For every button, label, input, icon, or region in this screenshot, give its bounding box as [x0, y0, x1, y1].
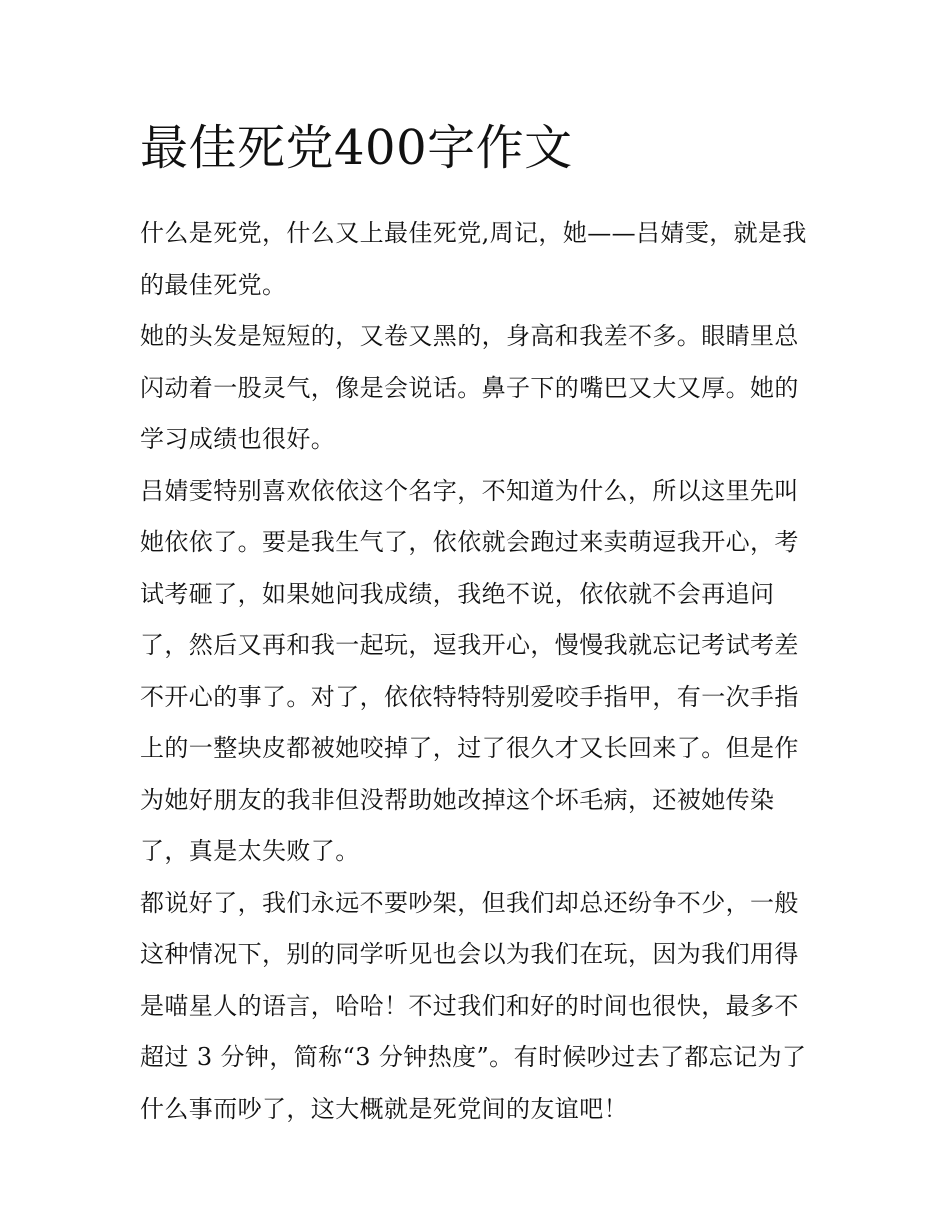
paragraph-2: 她的头发是短短的，又卷又黑的，身高和我差不多。眼睛里总闪动着一股灵气，像是会说话。鼻子下的嘴巴又大又厚。她的学习成绩也很好。	[140, 322, 799, 453]
document-title: 最佳死党400字作文	[140, 120, 573, 176]
document-page	[140, 110, 812, 1135]
paragraph-3: 吕婧雯特别喜欢依依这个名字，不知道为什么，所以这里先叫她依依了。要是我生气了，依依就会跑过来卖萌逗我开心，考试考砸了，如果她问我成绩，我绝不说，依依就不会再追问了，然后又再和我一起玩，逗我开心，慢慢我就忘记考试考差不开心的事了。对了，依依特特特别爱咬手指甲，有一次手指上的一整块皮都被她咬掉了，过了很久才又长回来了。但是作为她好朋友的我非但没帮助她改掉这个坏毛病，还被她传染了，真是太失败了。	[140, 476, 799, 865]
paragraph-1: 什么是死党，什么又上最佳死党,周记，她——吕婧雯，就是我的最佳死党。	[140, 219, 807, 299]
paragraph-4: 都说好了，我们永远不要吵架，但我们却总还纷争不少，一般这种情况下，别的同学听见也会以为我们在玩，因为我们用得是喵星人的语言，哈哈！不过我们和好的时间也很快，最多不超过 3 分钟，简称“3 分钟热度”。有时候吵过去了都忘记为了什么事而吵了，这大概就是死党间的友谊吧！	[140, 888, 807, 1123]
document-body	[140, 208, 812, 1135]
